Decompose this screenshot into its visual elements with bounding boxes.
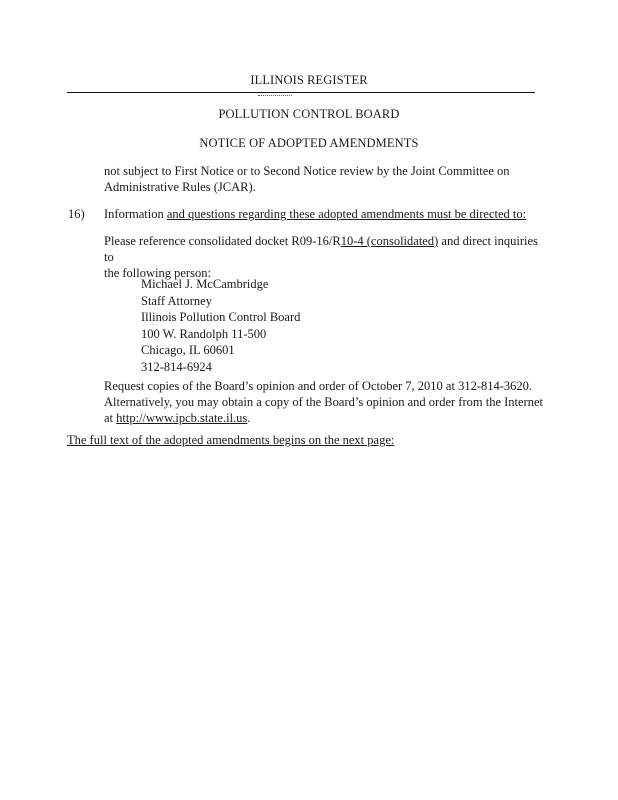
contact-title: Staff Attorney [141,293,212,308]
board-title: POLLUTION CONTROL BOARD [218,107,400,121]
contact-name: Michael J. McCambridge [141,277,269,291]
item-text-plain: Information [104,207,167,221]
request-line-3 [104,410,544,426]
intro-line-2: Administrative Rules (JCAR). [104,180,256,194]
contact-block [141,276,441,375]
intro-line-1: not subject to First Notice or to Second Notice review by the Joint Committee on [104,164,510,178]
contact-org: Illinois Pollution Control Board [141,310,301,324]
docket-text-a: Please reference consolidated docket R09-16/R [104,234,341,248]
register-title: ILLINOIS REGISTER [250,73,368,87]
docket-paragraph [104,233,544,281]
contact-phone: 312-814-6924 [141,359,212,374]
item-number: 16) [68,207,85,221]
docket-line-1 [104,233,544,265]
request-paragraph [104,378,544,426]
header-rule [67,92,535,93]
notice-title: NOTICE OF ADOPTED AMENDMENTS [199,136,419,150]
header-rule-mark [258,95,292,96]
docket-number-underlined: 10-4 (consolidated) [340,234,439,248]
request-text-a: at [104,411,117,425]
docket-line-2: the following person: [104,266,211,280]
board-website-link[interactable]: http://www.ipcb.state.il.us [116,411,248,425]
contact-street: 100 W. Randolph 11-500 [141,326,267,341]
docket-text-c: and direct inquiries to [104,234,538,264]
intro-paragraph [104,163,544,195]
contact-city: Chicago, IL 60601 [141,343,235,357]
item-text [104,206,544,222]
item-text-underlined: and questions regarding these adopted amendments must be directed to: [166,207,527,221]
request-line-1: Request copies of the Board’s opinion and order of October 7, 2010 at 312-814-3620. [104,379,533,393]
request-line-2: Alternatively, you may obtain a copy of the Board’s opinion and order from the Internet [104,395,543,409]
full-text-note: The full text of the adopted amendments begins on the next page: [67,433,395,447]
request-text-b: . [247,411,251,425]
